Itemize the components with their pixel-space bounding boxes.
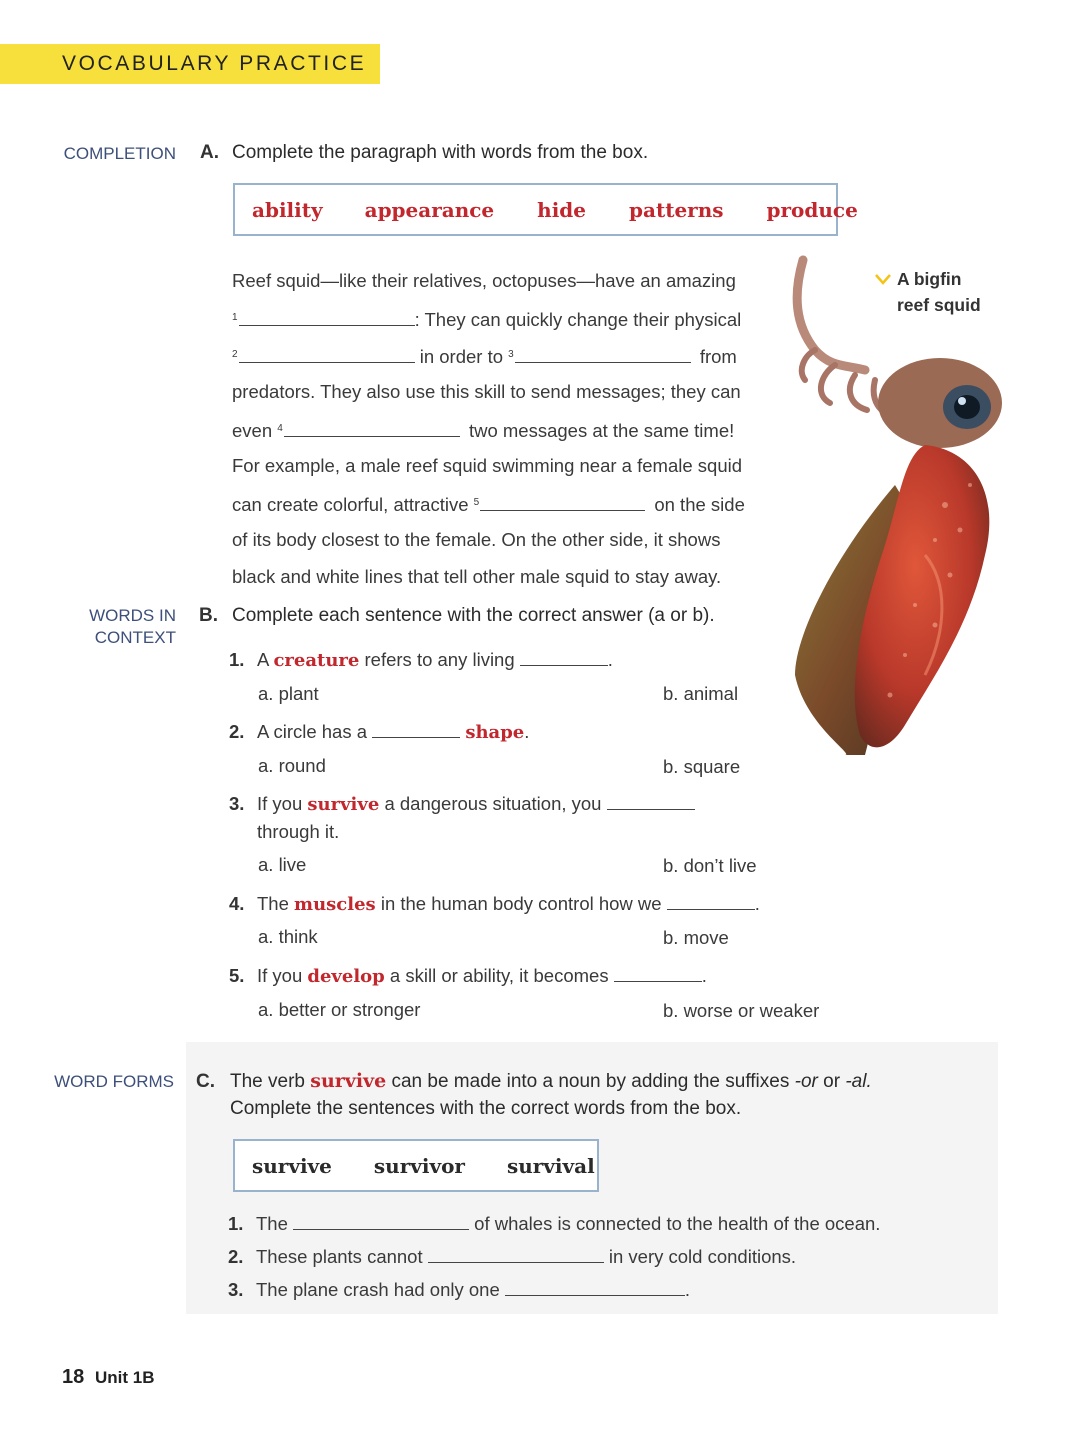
option-a[interactable]: a. plant xyxy=(258,683,319,704)
word-box-c xyxy=(233,1139,599,1192)
answer-blank[interactable] xyxy=(520,651,608,666)
para-line: $^1$ : They can quickly change their physical xyxy=(232,309,742,330)
question-1: 1. A creature refers to any living . xyxy=(229,649,613,671)
section-b-instruction: Complete each sentence with the correct answer (a or b). xyxy=(232,605,715,626)
label-line: WORDS IN xyxy=(89,606,176,625)
para-line: For example, a male reef squid swimming near a female squid xyxy=(232,455,743,476)
answer-blank[interactable] xyxy=(293,1215,469,1230)
blank-1[interactable] xyxy=(239,311,415,326)
completion-label: COMPLETION xyxy=(63,144,176,163)
answer-blank[interactable] xyxy=(428,1248,604,1263)
c-sentence-1: 1. The of whales is connected to the health of the ocean. xyxy=(228,1213,881,1234)
section-c-instruction-1: The verb survive can be made into a noun by adding the suffixes -or or -al. xyxy=(230,1070,872,1092)
words-in-context-label xyxy=(60,605,176,649)
word-patterns: patterns xyxy=(629,197,724,222)
blank-3[interactable] xyxy=(515,348,691,363)
answer-blank[interactable] xyxy=(614,967,702,982)
question-2: 2. A circle has a shape. xyxy=(229,721,530,743)
c-sentence-3: 3. The plane crash had only one . xyxy=(228,1279,691,1300)
answer-blank[interactable] xyxy=(505,1281,685,1296)
option-b[interactable]: b. don’t live xyxy=(663,855,757,876)
section-a-instruction: Complete the paragraph with words from the box. xyxy=(232,142,649,163)
option-a[interactable]: a. think xyxy=(258,926,318,947)
para-line: black and white lines that tell other male squid to stay away. xyxy=(232,566,722,587)
blank-number: 5 xyxy=(473,497,480,508)
option-a[interactable]: a. better or stronger xyxy=(258,999,421,1020)
para-line: Reef squid—like their relatives, octopuses—have an amazing xyxy=(232,270,736,291)
word-produce: produce xyxy=(766,197,858,222)
answer-blank[interactable] xyxy=(607,795,695,810)
word-survive: survive xyxy=(252,1153,332,1178)
page-number: 18 xyxy=(62,1366,85,1388)
label-line: CONTEXT xyxy=(94,628,176,647)
word-survivor: survivor xyxy=(373,1153,465,1178)
squid-paragraph xyxy=(232,262,792,595)
word-forms-label: WORD FORMS xyxy=(54,1072,174,1091)
para-line: even $^4$ two messages at the same time! xyxy=(232,420,735,441)
word-box-a xyxy=(233,183,858,236)
blank-number: 3 xyxy=(508,349,514,360)
blank-2[interactable] xyxy=(239,348,415,363)
option-b[interactable]: b. animal xyxy=(663,683,739,704)
word-hide: hide xyxy=(537,197,587,222)
word-appearance: appearance xyxy=(364,197,495,222)
para-line: $^2$ in order to $^3$ from xyxy=(232,346,737,367)
word-ability: ability xyxy=(252,197,323,222)
bigfin-reef-squid-image xyxy=(775,255,1010,765)
caption-line-2: reef squid xyxy=(897,295,981,315)
c-sentence-2: 2. These plants cannot in very cold conditions. xyxy=(228,1246,797,1267)
para-line: predators. They also use this skill to send messages; they can xyxy=(232,381,741,402)
caption-arrow-icon xyxy=(874,273,892,285)
option-a[interactable]: a. live xyxy=(258,854,307,875)
blank-number: 4 xyxy=(277,423,283,434)
unit-label: Unit 1B xyxy=(94,1368,155,1387)
option-b[interactable]: b. worse or weaker xyxy=(663,1000,820,1021)
blank-5[interactable] xyxy=(480,496,645,511)
banner-title: VOCABULARY PRACTICE xyxy=(62,52,367,75)
section-banner xyxy=(0,44,380,84)
blank-number: 1 xyxy=(232,312,238,323)
answer-blank[interactable] xyxy=(667,895,755,910)
option-a[interactable]: a. round xyxy=(258,755,326,776)
blank-4[interactable] xyxy=(284,422,460,437)
section-b-letter: B. xyxy=(199,605,218,626)
section-a-letter: A. xyxy=(200,142,219,163)
para-line: of its body closest to the female. On the other side, it shows xyxy=(232,529,721,550)
question-5: 5. If you develop a skill or ability, it becomes . xyxy=(229,965,707,987)
question-4: 4. The muscles in the human body control how we . xyxy=(229,893,760,915)
section-c-instruction-2: Complete the sentences with the correct words from the box. xyxy=(230,1098,742,1119)
question-3-continued: through it. xyxy=(257,821,340,842)
question-3: 3. If you survive a dangerous situation, you xyxy=(229,793,695,815)
option-b[interactable]: b. move xyxy=(663,927,729,948)
page-footer xyxy=(62,1366,154,1389)
blank-number: 2 xyxy=(232,349,238,360)
word-survival: survival xyxy=(506,1153,595,1178)
answer-blank[interactable] xyxy=(372,723,460,738)
image-caption xyxy=(874,266,981,318)
caption-line-1: A bigfin xyxy=(897,269,962,289)
para-line: can create colorful, attractive $^5$ on the side xyxy=(232,494,745,515)
section-c-letter: C. xyxy=(196,1071,215,1092)
option-b[interactable]: b. square xyxy=(663,756,741,777)
